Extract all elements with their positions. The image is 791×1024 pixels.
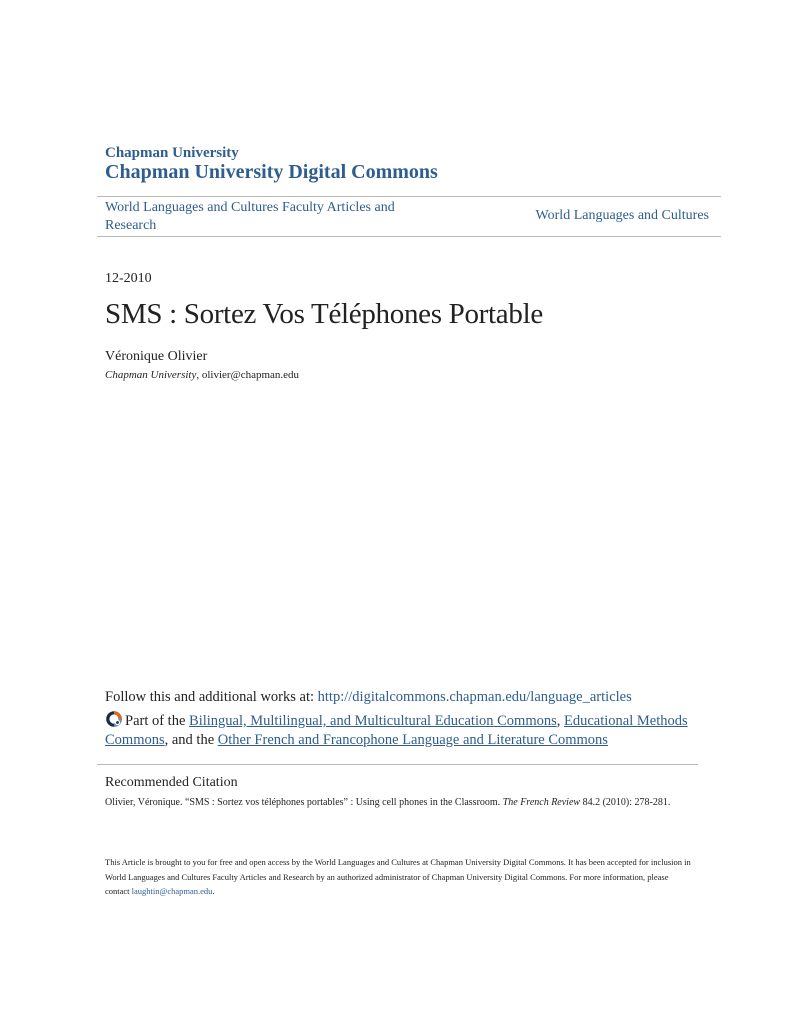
network-icon xyxy=(105,710,123,728)
department-link[interactable]: World Languages and Cultures xyxy=(535,208,709,223)
article-title: SMS : Sortez Vos Téléphones Portable xyxy=(105,298,543,330)
publication-date: 12-2010 xyxy=(105,271,152,286)
bilingual-commons-link[interactable]: Bilingual, Multilingual, and Multicultural Education Commons xyxy=(189,713,557,729)
follow-line xyxy=(105,689,632,706)
digital-commons-title[interactable]: Chapman University Digital Commons xyxy=(105,161,438,183)
part-of-separator-2: , and the xyxy=(164,732,218,748)
part-of-separator-1: , xyxy=(556,713,564,729)
citation-heading: Recommended Citation xyxy=(105,775,238,790)
access-notice-end: . xyxy=(212,886,215,896)
citation-journal: The French Review xyxy=(502,797,581,808)
access-notice xyxy=(105,855,695,899)
author-name: Véronique Olivier xyxy=(105,349,208,364)
citation-text-before: Olivier, Véronique. “SMS : Sortez vos téléphones portables” : Using cell phones in the Classroom. xyxy=(105,797,503,808)
affiliation-institution: Chapman University xyxy=(105,369,197,381)
part-of-prefix: Part of the xyxy=(125,713,190,729)
header-top-divider xyxy=(97,196,721,197)
educational-methods-commons-link[interactable]: Educational Methods Commons xyxy=(105,713,688,748)
follow-label: Follow this and additional works at: xyxy=(105,689,318,705)
contact-email-link[interactable]: laughtin@chapman.edu xyxy=(131,886,213,896)
french-literature-commons-link[interactable]: Other French and Francophone Language and Literature Commons xyxy=(217,732,608,748)
university-name[interactable]: Chapman University xyxy=(105,145,239,161)
access-notice-text: This Article is brought to you for free and open access by the World Languages and Cultures at Chapman University Digital Commons. It has been accepted for inclusion in World Languages and Cultures Faculty Articles and Research by an authorized administrator of Chapman University Digital Commons. For more information, please contact xyxy=(105,857,691,896)
author-affiliation xyxy=(105,369,299,381)
citation-divider xyxy=(97,764,698,765)
citation-text-after: 84.2 (2010): 278-281. xyxy=(580,797,671,808)
part-of-commons xyxy=(105,710,705,750)
header-bottom-divider xyxy=(97,236,721,237)
series-link[interactable]: World Languages and Cultures Faculty Articles and Research xyxy=(105,200,395,233)
affiliation-email: , olivier@chapman.edu xyxy=(196,369,300,381)
citation-text xyxy=(105,795,685,810)
collection-url-link[interactable]: http://digitalcommons.chapman.edu/language_articles xyxy=(317,689,632,705)
